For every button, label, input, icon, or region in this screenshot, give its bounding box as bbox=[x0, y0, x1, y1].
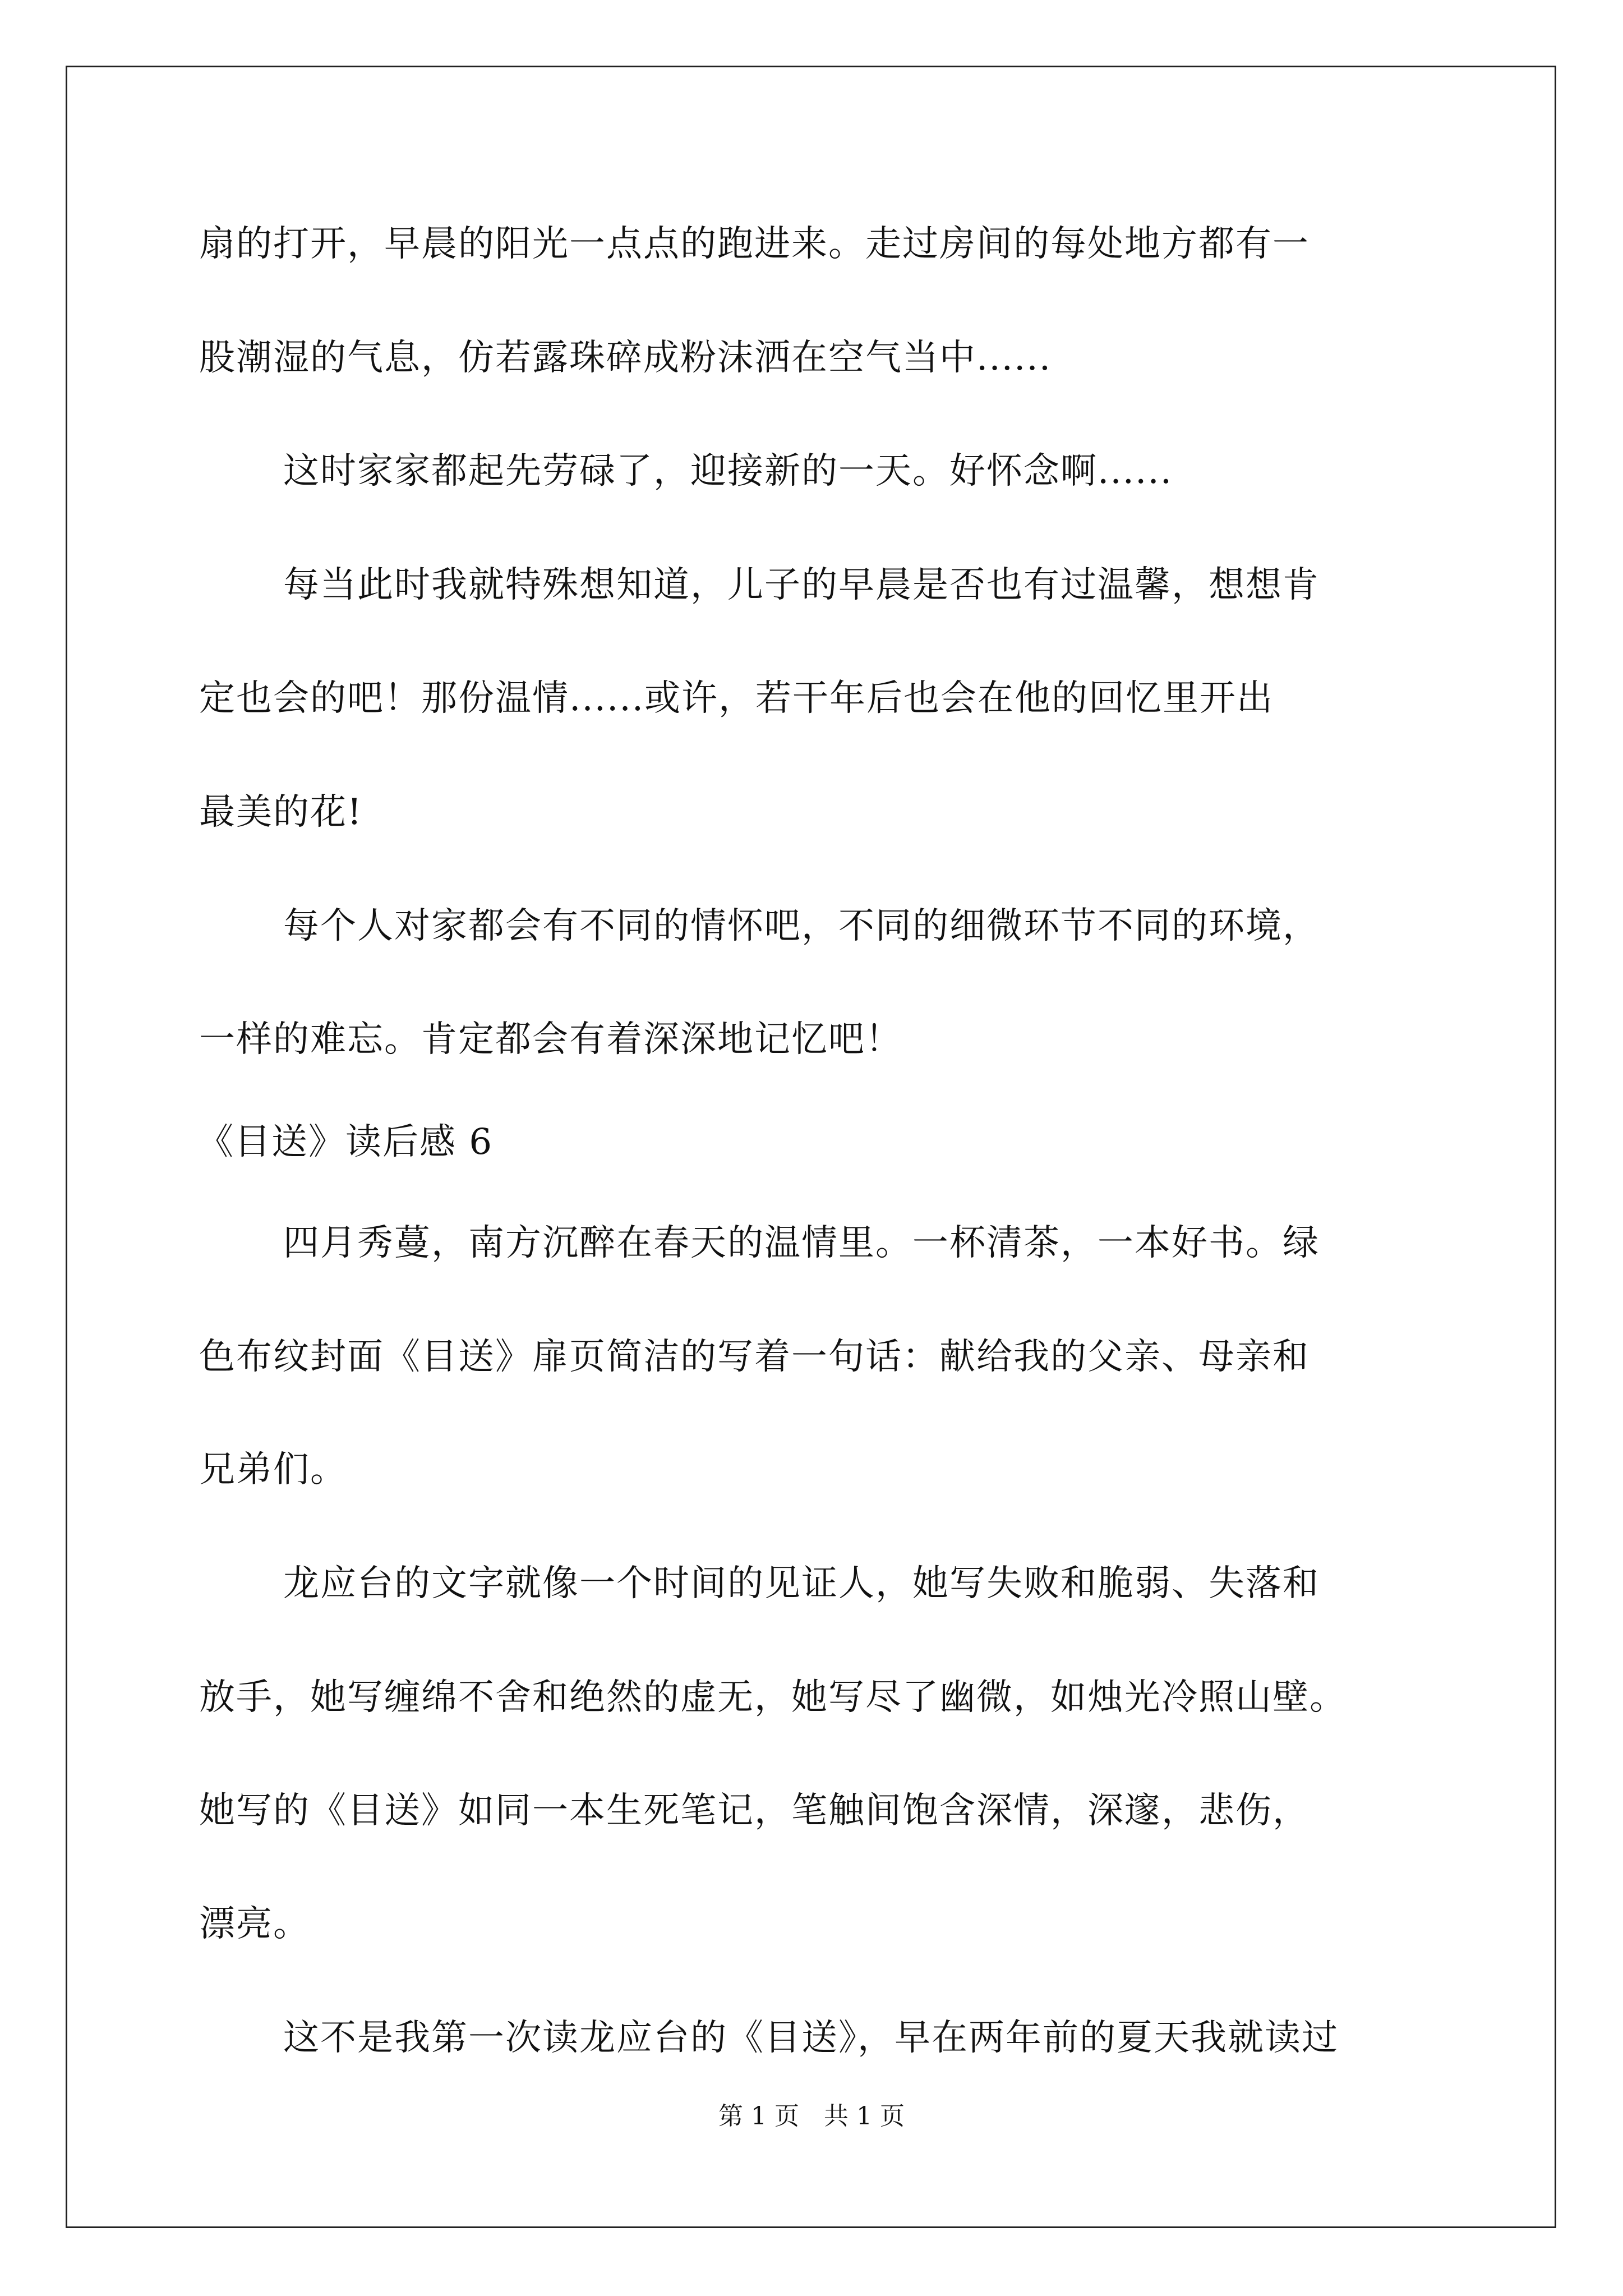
paragraph-5-line-2: 色布纹封面《目送》扉页简洁的写着一句话：献给我的父亲、母亲和 bbox=[199, 1336, 1310, 1378]
paragraph-1-line-1: 扇的打开，早晨的阳光一点点的跑进来。走过房间的每处地方都有一 bbox=[199, 223, 1310, 265]
paragraph-4-line-2: 一样的难忘。肯定都会有着深深地记忆吧！ bbox=[199, 1019, 902, 1060]
paragraph-6-line-2: 放手，她写缠绵不舍和绝然的虚无，她写尽了幽微，如烛光冷照山壁。 bbox=[199, 1677, 1347, 1718]
page-footer: 第 1 页 共 1 页 bbox=[718, 2102, 905, 2131]
paragraph-4-line-1: 每个人对家都会有不同的情怀吧，不同的细微环节不同的环境， bbox=[283, 905, 1320, 947]
paragraph-1-line-2: 股潮湿的气息，仿若露珠碎成粉沫洒在空气当中...... bbox=[199, 337, 1052, 379]
paragraph-3-line-2: 定也会的吧！那份温情......或许，若干年后也会在他的回忆里开出 bbox=[199, 678, 1274, 719]
paragraph-5-line-3: 兄弟们。 bbox=[199, 1449, 347, 1490]
paragraph-3-line-1: 每当此时我就特殊想知道，儿子的早晨是否也有过温馨，想想肯 bbox=[283, 564, 1320, 606]
paragraph-7-line-1: 这不是我第一次读龙应台的《目送》，早在两年前的夏天我就读过 bbox=[283, 2017, 1339, 2059]
paragraph-6-line-4: 漂亮。 bbox=[199, 1903, 310, 1945]
paragraph-6-line-1: 龙应台的文字就像一个时间的见证人，她写失败和脆弱、失落和 bbox=[283, 1563, 1320, 1604]
paragraph-6-line-3: 她写的《目送》如同一本生死笔记，笔触间饱含深情，深邃，悲伤， bbox=[199, 1790, 1310, 1832]
section-heading: 《目送》读后感 6 bbox=[197, 1121, 494, 1163]
paragraph-3-line-3: 最美的花! bbox=[199, 792, 363, 833]
paragraph-2-line-1: 这时家家都起先劳碌了，迎接新的一天。好怀念啊...... bbox=[283, 450, 1173, 492]
paragraph-5-line-1: 四月秀蔓，南方沉醉在春天的温情里。一杯清茶，一本好书。绿 bbox=[283, 1222, 1320, 1264]
